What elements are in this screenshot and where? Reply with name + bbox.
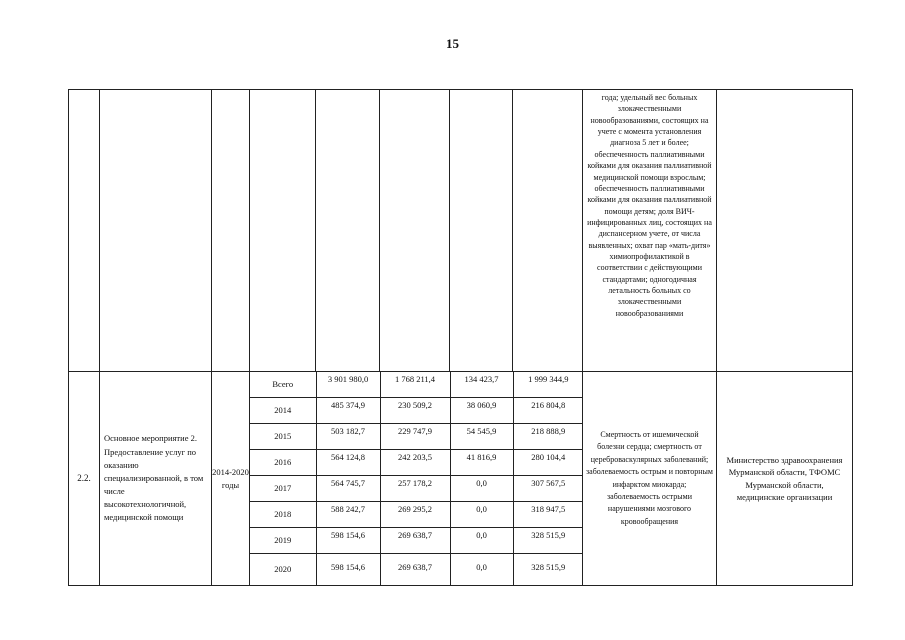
funding-col2: 54 545,9 [450, 424, 513, 450]
funding-col2: 38 060,9 [450, 398, 513, 424]
funding-col1: 269 295,2 [380, 502, 450, 528]
funding-col2: 0,0 [450, 528, 513, 554]
funding-col2: 0,0 [450, 502, 513, 528]
funding-total: 485 374,9 [316, 398, 380, 424]
continuation-row [69, 90, 853, 372]
funding-total: 588 242,7 [316, 502, 380, 528]
continuation-indicators: года; удельный вес больных злокачественными новообразованиями, состоящих на учете с момента установления диагноза 5 лет и более; обеспеченность паллиативными койками для оказания паллиативной медицинской помощи взрослым; обеспеченность паллиативными койками для оказания паллиативной помощи детям; доля ВИЧ-инфицированных лиц, состоящих на диспансерном учете, от числа выявленных; охват пар «мать-дитя» химиопрофилактикой в соответствии с действующими стандартами; одногодичная летальность больных со злокачественными новообразованиями [583, 90, 717, 372]
funding-col1: 229 747,9 [380, 424, 450, 450]
funding-col1: 269 638,7 [380, 528, 450, 554]
funding-col1: 1 768 211,4 [380, 372, 450, 398]
funding-year: 2014 [250, 398, 316, 424]
funding-col2: 0,0 [450, 554, 513, 586]
funding-col3: 307 567,5 [513, 476, 583, 502]
funding-row [250, 372, 583, 398]
funding-row [250, 476, 583, 502]
measure-number: 2.2. [69, 372, 100, 586]
funding-row [250, 424, 583, 450]
empty-cell [380, 90, 450, 372]
funding-row [250, 450, 583, 476]
funding-year: 2016 [250, 450, 316, 476]
measure-title: Основное мероприятие 2. Предоставление услуг по оказанию специализированной, в том числе высокотехнологичной, медицинской помощи [100, 372, 212, 586]
funding-col3: 328 515,9 [513, 554, 583, 586]
funding-year: 2019 [250, 528, 316, 554]
measure-responsible: Министерство здравоохранения Мурманской области, ТФОМС Мурманской области, медицинские организации [717, 372, 853, 586]
funding-row [250, 554, 583, 586]
measure-row [69, 372, 853, 586]
funding-col1: 230 509,2 [380, 398, 450, 424]
funding-year: 2017 [250, 476, 316, 502]
funding-table [250, 372, 583, 585]
funding-total: 598 154,6 [316, 528, 380, 554]
funding-col1: 257 178,2 [380, 476, 450, 502]
funding-cell [250, 372, 583, 586]
measure-period: 2014-2020 годы [212, 372, 250, 586]
funding-col3: 280 104,4 [513, 450, 583, 476]
funding-col2: 0,0 [450, 476, 513, 502]
funding-total: 503 182,7 [316, 424, 380, 450]
funding-col3: 1 999 344,9 [513, 372, 583, 398]
empty-cell [450, 90, 513, 372]
funding-row [250, 528, 583, 554]
funding-col2: 41 816,9 [450, 450, 513, 476]
funding-year: 2015 [250, 424, 316, 450]
empty-cell [69, 90, 100, 372]
funding-col3: 218 888,9 [513, 424, 583, 450]
empty-cell [316, 90, 380, 372]
funding-year: Всего [250, 372, 316, 398]
empty-cell [717, 90, 853, 372]
empty-cell [250, 90, 316, 372]
funding-col2: 134 423,7 [450, 372, 513, 398]
funding-total: 598 154,6 [316, 554, 380, 586]
funding-row [250, 502, 583, 528]
funding-col1: 242 203,5 [380, 450, 450, 476]
measure-indicators: Смертность от ишемической болезни сердца; смертность от цереброваскулярных заболеваний; заболеваемость острым и повторным инфарктом миокарда; заболеваемость острыми нарушениями мозгового кровообращения [583, 372, 717, 586]
funding-total: 564 745,7 [316, 476, 380, 502]
page-number: 15 [446, 36, 459, 51]
funding-total: 3 901 980,0 [316, 372, 380, 398]
program-table [68, 89, 853, 586]
funding-year: 2020 [250, 554, 316, 586]
funding-row [250, 398, 583, 424]
funding-col1: 269 638,7 [380, 554, 450, 586]
empty-cell [513, 90, 583, 372]
funding-col3: 328 515,9 [513, 528, 583, 554]
empty-cell [212, 90, 250, 372]
funding-col3: 216 804,8 [513, 398, 583, 424]
empty-cell [100, 90, 212, 372]
funding-total: 564 124,8 [316, 450, 380, 476]
funding-year: 2018 [250, 502, 316, 528]
funding-col3: 318 947,5 [513, 502, 583, 528]
